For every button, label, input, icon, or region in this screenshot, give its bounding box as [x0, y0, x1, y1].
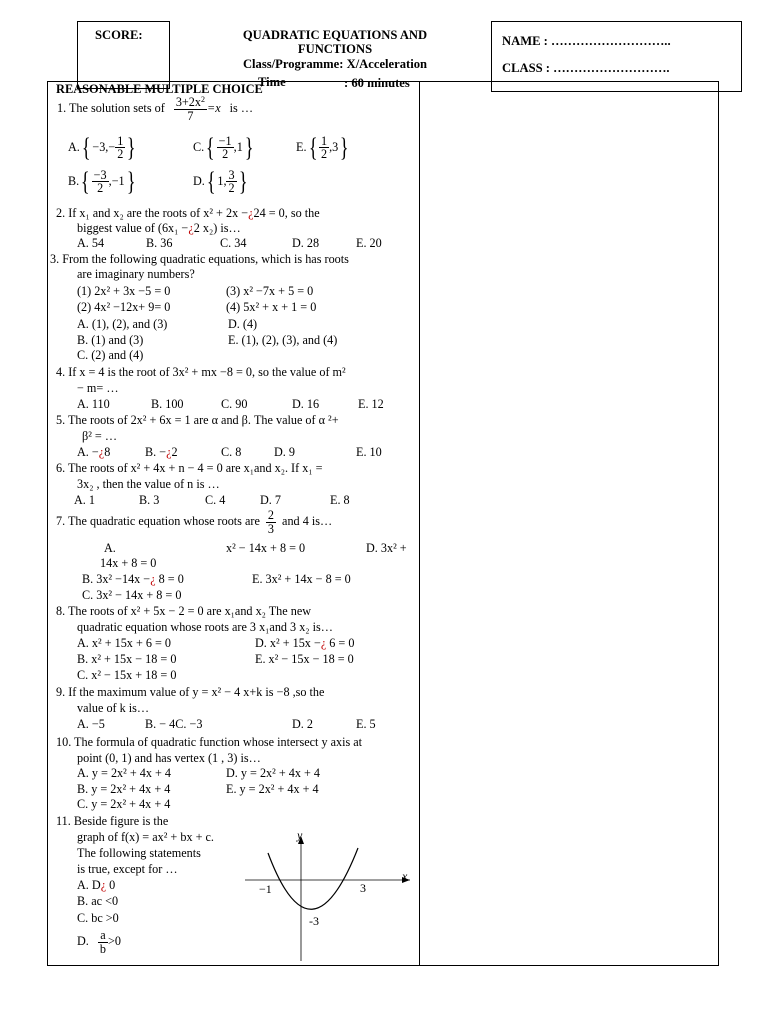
q11-option-d: D. $\frac{a}{b}$ >0 [77, 928, 121, 956]
q8-option-e: E. x² − 15x − 18 = 0 [255, 652, 354, 666]
question-10-line1: 10. The formula of quadratic function whose intersect y axis at [56, 735, 363, 749]
q2-option-d: D. 28 [292, 236, 320, 250]
q7-option-a: A. [104, 541, 116, 555]
root-3-label: 3 [360, 881, 366, 895]
question-5-line2: β² = … [82, 429, 118, 443]
q6-option-b: B. 3 [139, 493, 160, 507]
q2-option-c: C. 34 [220, 236, 247, 250]
q6-option-a: A. 1 [74, 493, 95, 507]
name-field: NAME : ……………………….. [502, 34, 671, 48]
class-field: CLASS : ………………………. [502, 61, 670, 75]
q8-option-d: D. x² + 15x −¿ 6 = 0 [255, 636, 355, 650]
exam-title: QUADRATIC EQUATIONS AND FUNCTIONS Class/Programme: X/Acceleration [242, 28, 428, 71]
q1-option-c: C.{ $\frac{-1}{2}$ ,1} [193, 133, 254, 162]
q4-option-c: C. 90 [221, 397, 248, 411]
q4-option-a: A. 110 [77, 397, 110, 411]
question-11-line3: The following statements [77, 846, 201, 860]
q1-option-a: A.{ −3,− $\frac{1}{2}$ } [68, 133, 136, 162]
intercept-neg3-label: -3 [309, 914, 319, 928]
q3-equation-3: (3) x² −7x + 5 = 0 [226, 284, 314, 298]
question-6-line1: 6. The roots of x² + 4x + n − 4 = 0 are x₁and x₂. If x₁ = [56, 461, 323, 475]
q9-option-b: B. − 4C. −3 [145, 717, 203, 731]
q8-option-b: B. x² + 15x − 18 = 0 [77, 652, 177, 666]
q4-option-e: E. 12 [358, 397, 384, 411]
question-10-line2: point (0, 1) and has vertex (1 , 3) is… [77, 751, 261, 765]
q6-option-e: E. 8 [330, 493, 350, 507]
q10-option-d: D. y = 2x² + 4x + 4 [226, 766, 321, 780]
q9-option-a: A. −5 [77, 717, 105, 731]
q5-option-b: B. −¿2 [145, 445, 178, 459]
question-4-line2: − m= … [77, 381, 119, 395]
question-5-line1: 5. The roots of 2x² + 6x = 1 are α and β. The value of α ²+ [56, 413, 339, 427]
q4-option-b: B. 100 [151, 397, 184, 411]
question-2-line1: 2. If x₁ and x₂ are the roots of x² + 2x −¿24 = 0, so the [56, 206, 320, 220]
q10-option-c: C. y = 2x² + 4x + 4 [77, 797, 171, 811]
section-title: REASONABLE MULTIPLE CHOICE [56, 82, 263, 96]
q11-option-b: B. ac <0 [77, 894, 119, 908]
q2-option-b: B. 36 [146, 236, 173, 250]
q7-option-b: B. 3x² −14x −¿ 8 = 0 [82, 572, 184, 586]
q6-option-d: D. 7 [260, 493, 281, 507]
q2-option-e: E. 20 [356, 236, 382, 250]
q3-equation-4: (4) 5x² + x + 1 = 0 [226, 300, 317, 314]
q1-option-e: E.{ $\frac{1}{2}$ ,3} [296, 133, 349, 162]
parabola-curve [268, 848, 358, 909]
q10-option-e: E. y = 2x² + 4x + 4 [226, 782, 319, 796]
question-4-line1: 4. If x = 4 is the root of 3x² + mx −8 = 0, so the value of m² [56, 365, 346, 379]
question-8-line2: quadratic equation whose roots are 3 x₁and 3 x₂ is… [77, 620, 333, 634]
question-2-line2: biggest value of (6x₁ −¿2 x₂) is… [77, 221, 241, 235]
q7-option-d-cont: 14x + 8 = 0 [100, 556, 157, 570]
q7-option-e: E. 3x² + 14x − 8 = 0 [252, 572, 351, 586]
q9-option-e: E. 5 [356, 717, 376, 731]
question-1: 1. The solution sets of $\frac{3+2x^2}{7}$ =x is … [57, 95, 254, 123]
q3-equation-1: (1) 2x² + 3x −5 = 0 [77, 284, 171, 298]
q5-option-e: E. 10 [356, 445, 382, 459]
question-8-line1: 8. The roots of x² + 5x − 2 = 0 are x₁and x₂ The new [56, 604, 312, 618]
q5-option-c: C. 8 [221, 445, 242, 459]
q4-option-d: D. 16 [292, 397, 320, 411]
q1-option-b: B.{ $\frac{-3}{2}$ ,−1} [68, 167, 136, 196]
q8-option-c: C. x² − 15x + 18 = 0 [77, 668, 177, 682]
question-7: 7. The quadratic equation whose roots are $\frac{2}{3}$ and 4 is… [56, 508, 333, 536]
parabola-graph [240, 828, 420, 963]
score-label: SCORE: [95, 28, 143, 42]
question-11-line1: 11. Beside figure is the [56, 814, 169, 828]
q7-option-c: C. 3x² − 14x + 8 = 0 [82, 588, 182, 602]
q10-option-b: B. y = 2x² + 4x + 4 [77, 782, 171, 796]
q3-option-c: C. (2) and (4) [77, 348, 144, 362]
q3-option-b: B. (1) and (3) [77, 333, 144, 347]
question-11-line2: graph of f(x) = ax² + bx + c. [77, 830, 214, 844]
q3-option-a: A. (1), (2), and (3) [77, 317, 168, 331]
q3-equation-2: (2) 4x² −12x+ 9= 0 [77, 300, 171, 314]
q8-option-a: A. x² + 15x + 6 = 0 [77, 636, 172, 650]
q7-option-a-equation: x² − 14x + 8 = 0 [226, 541, 306, 555]
question-3-line1: 3. From the following quadratic equations, which is has roots [50, 252, 349, 266]
time-value: : 60 minutes [344, 76, 410, 90]
q5-option-a: A. −¿8 [77, 445, 111, 459]
y-axis-label: y [297, 828, 303, 842]
question-9-line1: 9. If the maximum value of y = x² − 4 x+k is −8 ,so the [56, 685, 325, 699]
q10-option-a: A. y = 2x² + 4x + 4 [77, 766, 172, 780]
root-neg1-label: −1 [259, 882, 272, 896]
q11-option-c: C. bc >0 [77, 911, 119, 925]
q2-option-a: A. 54 [77, 236, 105, 250]
question-3-line2: are imaginary numbers? [77, 267, 195, 281]
x-axis-label: x [402, 869, 408, 883]
question-11-line4: is true, except for … [77, 862, 178, 876]
q9-option-d: D. 2 [292, 717, 313, 731]
q7-option-d: D. 3x² + [366, 541, 407, 555]
q1-option-d: D.{ 1, $\frac{3}{2}$ } [193, 167, 248, 196]
question-6-line2: 3x₂ , then the value of n is … [77, 477, 220, 491]
q5-option-d: D. 9 [274, 445, 295, 459]
q11-option-a: A. D¿ 0 [77, 878, 116, 892]
q6-option-c: C. 4 [205, 493, 226, 507]
time-label: Time [258, 75, 286, 89]
q3-option-d: D. (4) [228, 317, 258, 331]
question-9-line2: value of k is… [77, 701, 150, 715]
q3-option-e: E. (1), (2), (3), and (4) [228, 333, 338, 347]
